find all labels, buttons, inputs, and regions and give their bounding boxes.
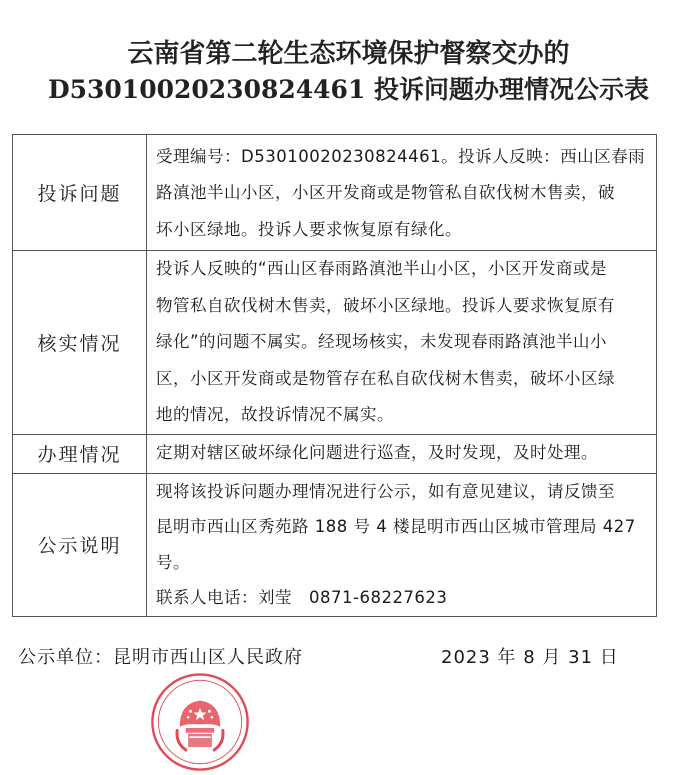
contact-line: 联系人电话：刘莹 0871-68227623 [156, 588, 448, 607]
text-line: 坏小区绿地。投诉人要求恢复原有绿化。 [156, 219, 462, 239]
row-content [147, 473, 657, 616]
publishing-unit: 公示单位：昆明市西山区人民政府 [18, 647, 303, 668]
row-label: 办理情况 [13, 434, 147, 473]
row-content [147, 434, 657, 473]
text-line: 昆明市西山区秀苑路 188 号 4 楼昆明市西山区城市管理局 427 [156, 517, 636, 536]
row-label: 公示说明 [13, 473, 147, 616]
text-line: 绿化”的问题不属实。经现场核实，未发现春雨路滇池半山小 [156, 332, 608, 351]
text-line: 受理编号：D53010020230824461。投诉人反映：西山区春雨 [156, 146, 646, 166]
table-row-handling [13, 434, 657, 473]
publish-date: 2023 年 8 月 31 日 [441, 647, 619, 668]
text-line: 地的情况，故投诉情况不属实。 [156, 405, 394, 424]
table-row-complaint [13, 135, 657, 251]
text-line: 投诉人反映的“西山区春雨路滇池半山小区，小区开发商或是 [156, 259, 608, 278]
complaint-table [12, 134, 657, 617]
document-title [0, 36, 697, 108]
text-line: 号。 [156, 552, 190, 572]
national-emblem-icon [177, 701, 223, 751]
row-content [147, 251, 657, 435]
row-label: 核实情况 [13, 251, 147, 435]
official-seal-icon [150, 672, 250, 772]
text-line: 区，小区开发商或是物管存在私自砍伐树木售卖，破坏小区绿 [156, 368, 615, 388]
table-row-verification [13, 251, 657, 435]
text-line: 路滇池半山小区，小区开发商或是物管私自砍伐树木售卖，破 [156, 183, 615, 203]
text-line: 物管私自砍伐树木售卖，破坏小区绿地。投诉人要求恢复原有 [156, 295, 615, 315]
title-line-2: D53010020230824461 投诉问题办理情况公示表 [47, 75, 650, 104]
text-line: 定期对辖区破坏绿化问题进行巡查，及时发现，及时处理。 [156, 443, 598, 463]
table-row-notice [13, 473, 657, 616]
row-content [147, 135, 657, 251]
text-line: 现将该投诉问题办理情况进行公示，如有意见建议，请反馈至 [156, 481, 615, 501]
title-line-1: 云南省第二轮生态环境保护督察交办的 [127, 39, 570, 69]
row-label: 投诉问题 [13, 135, 147, 251]
